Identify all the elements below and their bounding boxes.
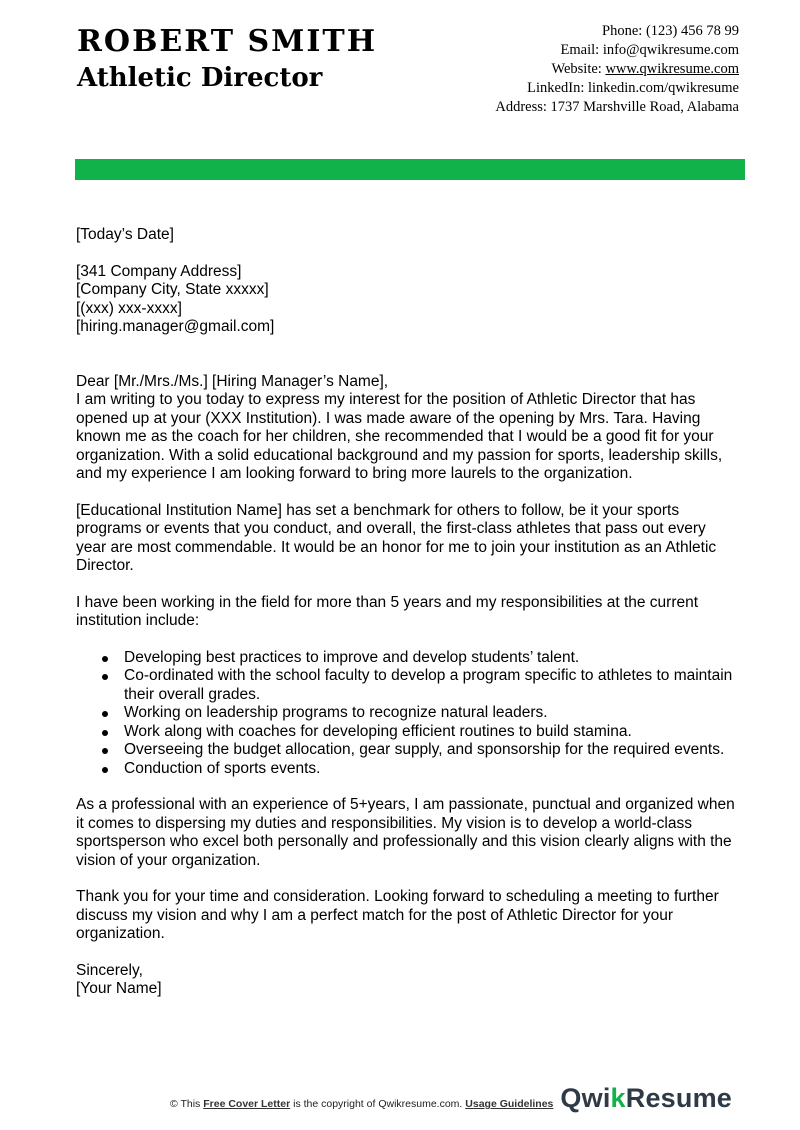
recipient-email: [hiring.manager@gmail.com] — [76, 318, 275, 335]
footer-middle: is the copyright of Qwikresume.com. — [293, 1098, 463, 1110]
signature-name: [Your Name] — [76, 980, 162, 997]
usage-guidelines-link[interactable]: Usage Guidelines — [465, 1098, 554, 1110]
logo-text-resume: Resume — [625, 1083, 732, 1113]
letter-date: [Today’s Date] — [76, 226, 174, 243]
paragraph-experience: I have been working in the field for more than 5 years and my responsibilities at the current institution include: — [76, 593, 699, 629]
job-title: Athletic Director — [77, 63, 323, 93]
header — [77, 24, 377, 95]
recipient-city: [Company City, State xxxxx] — [76, 281, 269, 298]
footer-prefix: © This — [170, 1098, 201, 1110]
list-item: Working on leadership programs to recognize natural leaders. — [76, 704, 736, 723]
list-item: Co-ordinated with the school faculty to develop a program specific to athletes to maintain their overall grades. — [76, 667, 736, 704]
list-item: Conduction of sports events. — [76, 760, 736, 779]
website-line — [379, 60, 739, 79]
list-item: Overseeing the budget allocation, gear supply, and sponsorship for the required events. — [76, 741, 736, 760]
paragraph-thanks: Thank you for your time and consideration. Looking forward to scheduling a meeting to further discuss my vision and why I am a perfect match for the post of Athletic Director for your organization. — [76, 888, 719, 942]
email-value[interactable]: info@qwikresume.com — [602, 42, 739, 58]
logo-text-qwi: Qwi — [560, 1083, 611, 1113]
address-label: Address: — [495, 99, 547, 115]
linkedin-line — [379, 79, 739, 98]
salutation: Dear [Mr./Mrs./Ms.] [Hiring Manager’s Name], — [76, 372, 389, 390]
list-item: Developing best practices to improve and develop students’ talent. — [76, 649, 736, 668]
paragraph-institution: [Educational Institution Name] has set a benchmark for others to follow, be it your sports programs or events that you conduct, and overall, the first-class athletes that pass out every year are most commendable. It would be an honor for me to join your institution as an Athletic Director. — [76, 501, 717, 574]
linkedin-value[interactable]: linkedin.com/qwikresume — [587, 80, 739, 96]
free-cover-letter-link[interactable]: Free Cover Letter — [203, 1098, 291, 1110]
recipient-address: [341 Company Address] — [76, 262, 242, 280]
applicant-name: ROBERT SMITH — [77, 24, 378, 59]
phone-value: (123) 456 78 99 — [645, 23, 739, 39]
address-line — [379, 98, 739, 117]
phone-label: Phone: — [602, 23, 643, 39]
email-line — [379, 41, 739, 60]
logo-text-k: k — [610, 1083, 626, 1113]
paragraph-intro: I am writing to you today to express my interest for the position of Athletic Director that has opened up at your (XXX Institution). I was made aware of the opening by Mrs. Tara. Having known me as the coach for her children, she recommended that I would be a good fit for your organization. With a solid educational background and my passion for sports, leadership skills, and my experience I am looking forward to bring more laurels to the organization. — [76, 391, 723, 482]
paragraph-vision: As a professional with an experience of 5+years, I am passionate, punctual and organized when it comes to dispersing my duties and responsibilities. My vision is to develop a world-class sportsperson who excel both personally and professionally and this vision clearly aligns with the vision of your organization. — [76, 796, 735, 869]
responsibilities-list — [76, 649, 736, 779]
qwikresume-logo[interactable] — [560, 1083, 732, 1114]
copyright-footer — [170, 1098, 553, 1110]
list-item: Work along with coaches for developing efficient routines to build stamina. — [76, 723, 736, 742]
address-value: 1737 Marshville Road, Alabama — [550, 99, 739, 115]
linkedin-label: LinkedIn: — [527, 80, 585, 96]
recipient-phone: [(xxx) xxx-xxxx] — [76, 299, 182, 317]
email-label: Email: — [560, 42, 600, 58]
closing: Sincerely, — [76, 961, 143, 979]
phone-line — [379, 22, 739, 41]
contact-info — [379, 22, 739, 117]
accent-divider — [75, 159, 745, 180]
letter-body — [76, 226, 736, 999]
website-link[interactable]: www.qwikresume.com — [605, 61, 739, 77]
website-label: Website: — [551, 61, 602, 77]
